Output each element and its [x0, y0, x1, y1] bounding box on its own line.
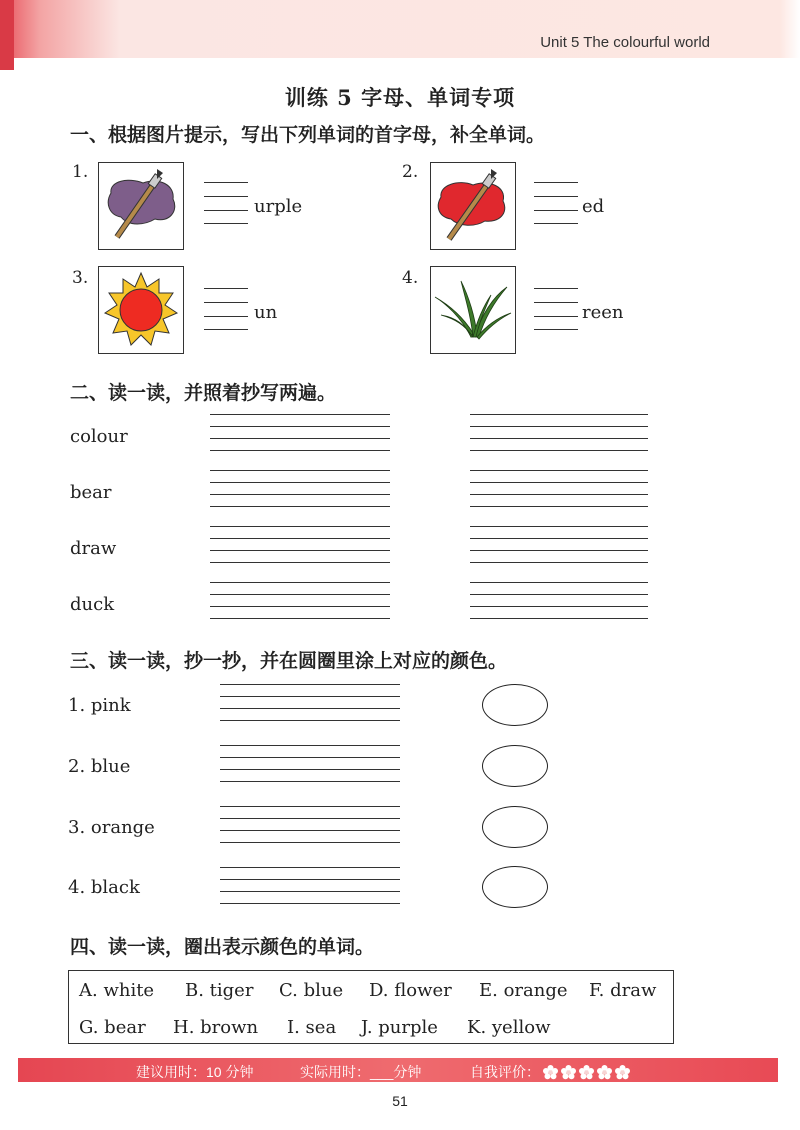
color-word: 2. blue: [68, 756, 131, 777]
footer-band: [18, 1058, 778, 1082]
header-edge-strip: [0, 0, 14, 70]
self-evaluation-label: 自我评价：: [470, 1064, 540, 1080]
word-option[interactable]: C. blue: [279, 980, 344, 1001]
sun-icon: [99, 267, 183, 353]
letter-blank-lines[interactable]: [534, 288, 578, 330]
grass-icon: [431, 267, 515, 353]
color-word: 3. orange: [68, 817, 155, 838]
item-number: 4.: [402, 268, 419, 288]
flower-star-icon[interactable]: [597, 1065, 612, 1080]
self-evaluation: [470, 1062, 630, 1082]
writing-lines[interactable]: [470, 526, 648, 566]
writing-lines[interactable]: [210, 470, 390, 510]
word-option[interactable]: J. purple: [361, 1017, 438, 1038]
word-option[interactable]: A. white: [79, 980, 155, 1001]
letter-blank-lines[interactable]: [204, 288, 248, 330]
flower-star-icon[interactable]: [615, 1065, 630, 1080]
actual-time: 实际用时：___分钟: [300, 1064, 422, 1080]
writing-lines[interactable]: [470, 470, 648, 510]
section2-title: 二、读一读，并照着抄写两遍。: [70, 382, 337, 404]
copy-word: bear: [70, 482, 112, 503]
unit-title: Unit 5 The colourful world: [540, 34, 710, 51]
word-option[interactable]: F. draw: [589, 980, 657, 1001]
letter-blank-lines[interactable]: [534, 182, 578, 224]
word-option[interactable]: B. tiger: [185, 980, 254, 1001]
copy-word: duck: [70, 594, 115, 615]
color-word: 4. black: [68, 877, 140, 898]
picture-box: [98, 162, 184, 250]
writing-lines[interactable]: [220, 806, 400, 846]
item-number: 1.: [72, 162, 89, 182]
color-circle[interactable]: [482, 806, 548, 848]
color-word: 1. pink: [68, 695, 131, 716]
word-options-box: [68, 970, 674, 1044]
word-option[interactable]: E. orange: [479, 980, 568, 1001]
flower-star-icon[interactable]: [579, 1065, 594, 1080]
picture-box: [98, 266, 184, 354]
item-number: 2.: [402, 162, 419, 182]
flower-star-icon[interactable]: [543, 1065, 558, 1080]
word-ending: reen: [582, 302, 624, 323]
page-number: 51: [392, 1093, 408, 1109]
word-option[interactable]: H. brown: [173, 1017, 259, 1038]
color-circle[interactable]: [482, 866, 548, 908]
writing-lines[interactable]: [220, 745, 400, 785]
flower-star-icon[interactable]: [561, 1065, 576, 1080]
section3-title: 三、读一读，抄一抄，并在圆圈里涂上对应的颜色。: [70, 650, 508, 672]
writing-lines[interactable]: [210, 526, 390, 566]
writing-lines[interactable]: [210, 414, 390, 454]
word-ending: urple: [254, 196, 303, 217]
letter-blank-lines[interactable]: [204, 182, 248, 224]
color-circle[interactable]: [482, 684, 548, 726]
red-paint-brush-icon: [431, 163, 515, 249]
writing-lines[interactable]: [470, 414, 648, 454]
picture-box: [430, 162, 516, 250]
word-option[interactable]: I. sea: [287, 1017, 337, 1038]
picture-box: [430, 266, 516, 354]
item-number: 3.: [72, 268, 89, 288]
word-option[interactable]: K. yellow: [467, 1017, 551, 1038]
copy-word: draw: [70, 538, 117, 559]
rating-stars[interactable]: [540, 1064, 630, 1080]
word-ending: ed: [582, 196, 605, 217]
writing-lines[interactable]: [220, 867, 400, 907]
writing-lines[interactable]: [220, 684, 400, 724]
color-circle[interactable]: [482, 745, 548, 787]
section4-title: 四、读一读，圈出表示颜色的单词。: [70, 936, 375, 958]
suggested-time: 建议用时：10 分钟: [136, 1064, 254, 1080]
copy-word: colour: [70, 426, 128, 447]
writing-lines[interactable]: [210, 582, 390, 622]
word-option[interactable]: D. flower: [369, 980, 452, 1001]
page-title: 训练 5 字母、单词专项: [284, 85, 516, 110]
purple-paint-brush-icon: [99, 163, 183, 249]
word-option[interactable]: G. bear: [79, 1017, 146, 1038]
word-ending: un: [254, 302, 278, 323]
writing-lines[interactable]: [470, 582, 648, 622]
section1-title: 一、根据图片提示，写出下列单词的首字母，补全单词。: [70, 124, 546, 146]
